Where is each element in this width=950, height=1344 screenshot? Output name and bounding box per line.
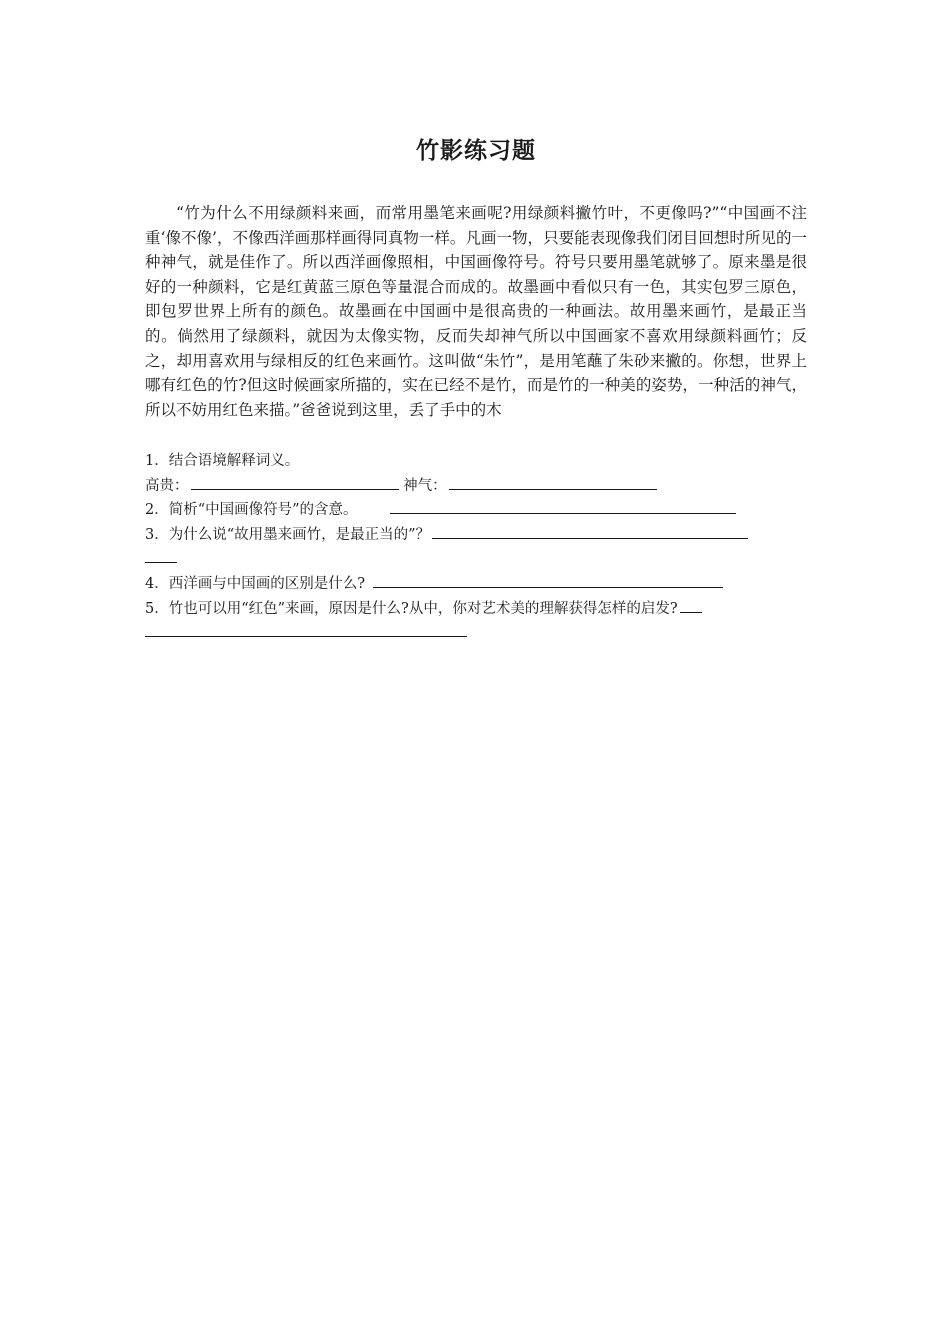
question-3 <box>145 523 807 548</box>
question-4 <box>145 572 807 597</box>
term-gaogui-answer-blank[interactable] <box>191 474 399 490</box>
question-3-continuation <box>145 547 807 572</box>
question-4-text: 4．西洋画与中国画的区别是什么? <box>145 575 365 592</box>
term-gaogui-label: 高贵： <box>145 477 189 494</box>
question-5-continuation <box>145 621 807 646</box>
question-1-terms <box>145 474 807 499</box>
question-2-text: 2．简析“中国画像符号”的含意。 <box>145 502 358 519</box>
question-3-text: 3．为什么说“故用墨来画竹，是最正当的”？ <box>145 526 431 543</box>
question-1-text: 1．结合语境解释词义。 <box>145 453 300 469</box>
page-title: 竹影练习题 <box>416 137 536 164</box>
question-5-answer-blank[interactable] <box>680 597 702 613</box>
term-shenqi-label: 神气： <box>403 477 447 494</box>
question-5-answer-blank-cont[interactable] <box>145 621 467 637</box>
question-3-answer-blank-cont[interactable] <box>145 547 177 563</box>
question-4-answer-blank[interactable] <box>373 572 723 588</box>
question-2-answer-blank[interactable] <box>390 498 736 514</box>
reading-passage: “竹为什么不用绿颜料来画，而常用墨笔来画呢?用绿颜料撇竹叶，不更像吗?”“中国画不注重‘像不像’，不像西洋画那样画得同真物一样。凡画一物，只要能表现像我们闭目回想时所见的一种神气，就是佳作了。所以西洋画像照相，中国画像符号。符号只要用墨笔就够了。原来墨是很好的一种颜料，它是红黄蓝三原色等量混合而成的。故墨画中看似只有一色，其实包罗三原色，即包罗世界上所有的颜色。故墨画在中国画中是很高贵的一种画法。故用墨来画竹，是最正当的。倘然用了绿颜料，就因为太像实物，反而失却神气所以中国画家不喜欢用绿颜料画竹；反之，却用喜欢用与绿相反的红色来画竹。这叫做“朱竹”，是用笔蘸了朱砂来撇的。你想，世界上哪有红色的竹?但这时候画家所描的，实在已经不是竹，而是竹的一种美的姿势，一种活的神气，所以不妨用红色来描。”爸爸说到这里，丢了手中的木 <box>145 204 807 419</box>
question-list <box>145 449 807 646</box>
term-shenqi-answer-blank[interactable] <box>449 474 657 490</box>
question-1 <box>145 449 807 474</box>
question-5-text: 5．竹也可以用“红色”来画，原因是什么?从中，你对艺术美的理解获得怎样的启发? <box>145 600 678 617</box>
question-5 <box>145 597 807 622</box>
question-2 <box>145 498 807 523</box>
question-3-answer-blank[interactable] <box>432 523 748 539</box>
